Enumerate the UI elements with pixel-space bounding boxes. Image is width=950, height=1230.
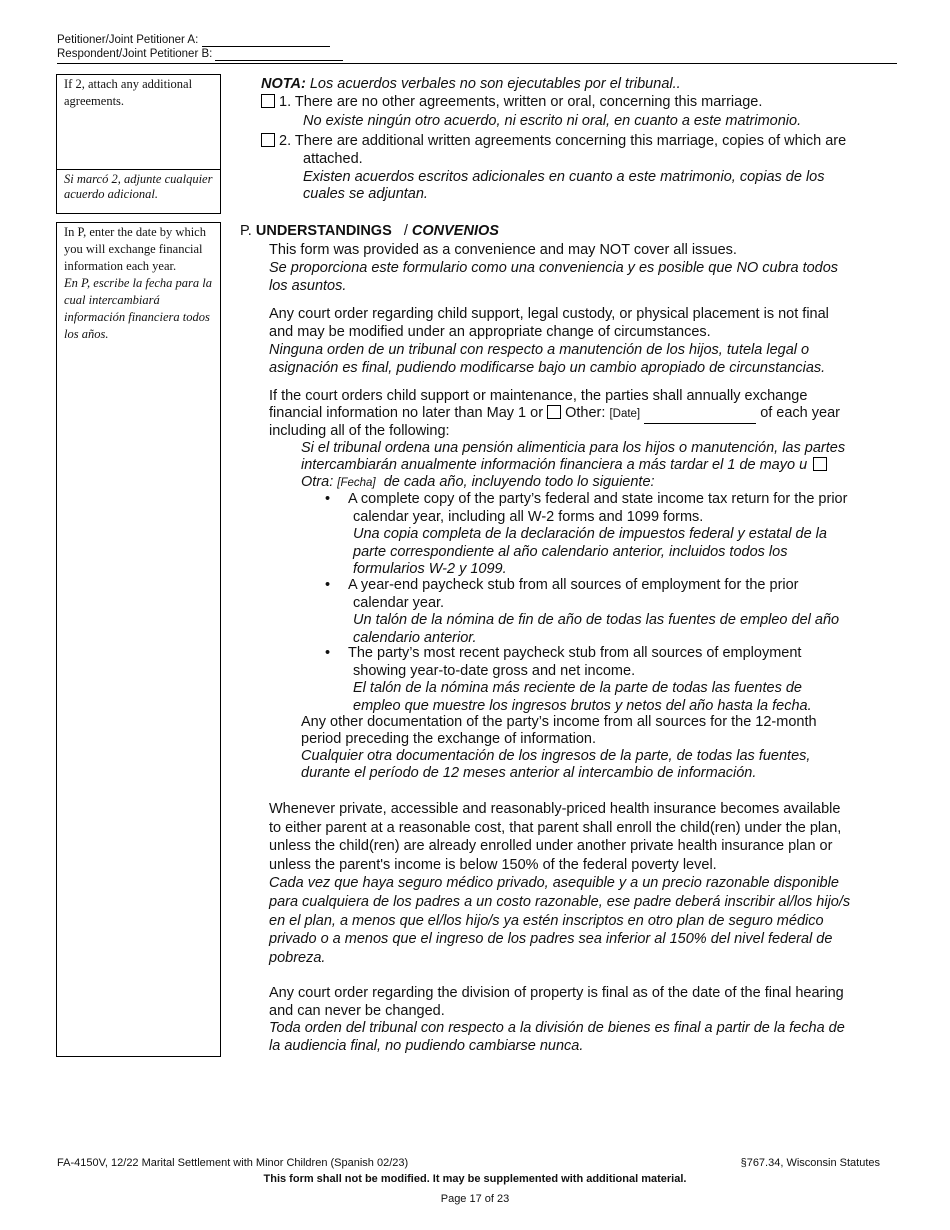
- petitioner-label: Petitioner/Joint Petitioner A:: [57, 34, 199, 46]
- date-input-field[interactable]: [644, 411, 756, 424]
- bullet-1-es-2: parte correspondiente al año calendario anterior, incluidos todos los: [353, 543, 788, 560]
- bullet-3-en-1: The party’s most recent paycheck stub from all sources of employment: [348, 645, 802, 661]
- para4-es-2: para cualquiera de los padres a un costo razonable, ese padre deberá inscribir al/los hijo/s: [269, 893, 851, 910]
- para3-en-3: including all of the following:: [269, 423, 450, 439]
- bullet-2-es-2: calendario anterior.: [353, 629, 477, 646]
- option-1-checkbox[interactable]: [261, 94, 275, 108]
- para3-es-2-text: intercambiarán anualmente información financiera a más tardar el 1 de mayo u: [301, 457, 808, 473]
- nota-line: [261, 76, 921, 94]
- bullet-3-en-2: showing year-to-date gross and net income.: [353, 662, 636, 679]
- bullet-1-es-1: Una copia completa de la declaración de impuestos federal y estatal de la: [353, 526, 827, 542]
- otra-label: Otra:: [301, 474, 334, 490]
- section-letter: P.: [240, 223, 252, 239]
- otra-fecha-checkbox[interactable]: [813, 457, 827, 471]
- para5-en-1: Any court order regarding the division of property is final as of the date of the final hearing: [269, 985, 844, 1001]
- nota-text: Los acuerdos verbales no son ejecutables por el tribunal..: [305, 76, 681, 92]
- petitioner-name-field[interactable]: [202, 35, 330, 47]
- para2-en-1: Any court order regarding child support, legal custody, or physical placement is not final: [269, 306, 829, 322]
- option-2-text-es-2: cuales se adjuntan.: [303, 186, 428, 202]
- respondent-name-field[interactable]: [215, 49, 343, 61]
- page-number: Page 17 of 23: [440, 1193, 510, 1205]
- para4-es-1: Cada vez que haya seguro médico privado, asequible y a un precio razonable disponible: [269, 875, 839, 892]
- para4-en-3: unless the child(ren) are already enrolled under another private health insurance plan or: [269, 838, 833, 855]
- bullet-icon: •: [325, 491, 331, 507]
- option-1-text-en: There are no other agreements, written or oral, concerning this marriage.: [294, 94, 763, 110]
- bullet-item: [325, 577, 895, 647]
- para3-en-2c: of each year: [760, 405, 840, 421]
- bullet-icon: •: [325, 645, 331, 661]
- other-label: Other:: [565, 405, 606, 421]
- para1-es-2: los asuntos.: [269, 278, 347, 294]
- para3-es-2: [301, 457, 861, 475]
- para5-es-2: la audiencia final, no pudiendo cambiarse nunca.: [269, 1037, 584, 1054]
- sidebar-note-en: If 2, attach any additional agreements.: [64, 77, 193, 108]
- nota-label: NOTA:: [261, 76, 306, 92]
- sidebar-note-attachments: [56, 74, 221, 214]
- option-2-text-en-1: There are additional written agreements concerning this marriage, copies of which are: [294, 133, 847, 149]
- respondent-label: Respondent/Joint Petitioner B:: [57, 48, 213, 60]
- option-2-number: 2.: [279, 133, 292, 149]
- sidebar-note2-es: En P, escribe la fecha para la cual intercambiará información financiera todos los años.: [64, 276, 213, 341]
- option-1-number: 1.: [279, 94, 292, 110]
- other-docs-es-1: Cualquier otra documentación de los ingresos de la parte, de todas las fuentes,: [301, 748, 811, 764]
- header-rule: [57, 63, 897, 64]
- bullet-2-en-1: A year-end paycheck stub from all sources of employment for the prior: [348, 577, 799, 593]
- health-insurance-paragraph: [269, 800, 899, 967]
- bullet-2-en-2: calendar year.: [353, 594, 445, 611]
- bullet-item: [325, 491, 895, 579]
- section-title: UNDERSTANDINGS: [255, 223, 392, 239]
- other-docs-en-2: period preceding the exchange of information.: [301, 731, 597, 747]
- bullet-3-es-1: El talón de la nómina más reciente de la parte de todas las fuentes de: [353, 680, 802, 696]
- para3-en-2: [269, 405, 929, 424]
- bullet-3-es-2: empleo que muestre los ingresos brutos y netos del año hasta la fecha.: [353, 697, 812, 714]
- bullet-icon: •: [325, 577, 331, 593]
- section-p-heading: [240, 223, 900, 241]
- para5-en-2: and can never be changed.: [269, 1002, 445, 1019]
- sidebar-note-date: [56, 222, 221, 1057]
- bullet-1-en-2: calendar year, including all W-2 forms and 1099 forms.: [353, 508, 704, 525]
- form-id: FA-4150V, 12/22 Marital Settlement with Minor Children (Spanish 02/23): [57, 1157, 409, 1169]
- section-slash: /: [403, 223, 408, 239]
- respondent-line: [57, 48, 343, 61]
- property-paragraph: [269, 985, 899, 1055]
- option-2-text-en-2: attached.: [303, 151, 363, 167]
- para3-en-1: If the court orders child support or maintenance, the parties shall annually exchange: [269, 388, 808, 404]
- para3-es-3b: de cada año, incluyendo todo lo siguiente:: [383, 474, 655, 490]
- para2-es-2: asignación es final, pudiendo modificarse bajo un cambio apropiado de circunstancias.: [269, 360, 826, 376]
- agreement-option-2: [261, 133, 921, 151]
- para3-en-2a: financial information no later than May 1 or: [269, 405, 544, 421]
- para2-es-1: Ninguna orden de un tribunal con respecto a manutención de los hijos, tutela legal o: [269, 342, 810, 358]
- petitioner-line: [57, 34, 330, 47]
- other-date-checkbox[interactable]: [547, 405, 561, 419]
- para3-es-1: Si el tribunal ordena una pensión alimenticia para los hijos o manutención, las partes: [301, 440, 846, 456]
- para4-es-4: privado o a menos que el ingreso de los padres sea inferior al 150% del nivel federal de: [269, 931, 833, 948]
- sidebar-note2-en: In P, enter the date by which you will exchange financial information each year.: [64, 225, 206, 273]
- statute-ref: §767.34, Wisconsin Statutes: [740, 1157, 880, 1169]
- para2-en-2: and may be modified under an appropriate change of circumstances.: [269, 324, 711, 340]
- agreement-option-1: [261, 94, 921, 112]
- para4-es-3: en el plan, a menos que el/los hijo/s ya estén inscriptos en otro plan de seguro médico: [269, 912, 824, 929]
- bullet-item: [325, 645, 895, 715]
- fecha-label: [Fecha]: [337, 477, 376, 489]
- bullet-2-es-1: Un talón de la nómina de fin de año de todas las fuentes de empleo del año: [353, 612, 840, 628]
- para4-en-2: to either parent at a reasonable cost, that parent shall enroll the child(ren) under the plan,: [269, 819, 842, 836]
- other-docs-en-1: Any other documentation of the party’s income from all sources for the 12-month: [301, 714, 817, 730]
- option-2-checkbox[interactable]: [261, 133, 275, 147]
- para4-es-5: pobreza.: [269, 949, 326, 966]
- option-2-text-es-1: Existen acuerdos escritos adicionales en cuanto a este matrimonio, copias de los: [303, 169, 825, 185]
- para4-en-4: unless the parent's income is below 150% of the federal poverty level.: [269, 856, 717, 873]
- para4-en-1: Whenever private, accessible and reasonably-priced health insurance becomes available: [269, 801, 841, 817]
- para1-es-1: Se proporciona este formulario como una conveniencia y es posible que NO cubra todos: [269, 260, 839, 276]
- footer-notice: This form shall not be modified. It may be supplemented with additional material.: [263, 1173, 687, 1185]
- other-docs-es-2: durante el período de 12 meses anterior al intercambio de información.: [301, 765, 757, 781]
- para3-es-3: [301, 474, 950, 493]
- bullet-1-es-3: formularios W-2 y 1099.: [353, 561, 507, 577]
- para1-en: This form was provided as a convenience and may NOT cover all issues.: [269, 242, 737, 258]
- bullet-1-en-1: A complete copy of the party’s federal and state income tax return for the prior: [348, 491, 848, 507]
- section-title-es: CONVENIOS: [411, 223, 499, 239]
- para5-es-1: Toda orden del tribunal con respecto a la división de bienes es final a partir de la fecha de: [269, 1020, 845, 1036]
- option-1-text-es: No existe ningún otro acuerdo, ni escrito ni oral, en cuanto a este matrimonio.: [303, 113, 802, 129]
- sidebar-note-es: Si marcó 2, adjunte cualquier acuerdo adicional.: [57, 169, 220, 202]
- date-label: [Date]: [609, 408, 641, 420]
